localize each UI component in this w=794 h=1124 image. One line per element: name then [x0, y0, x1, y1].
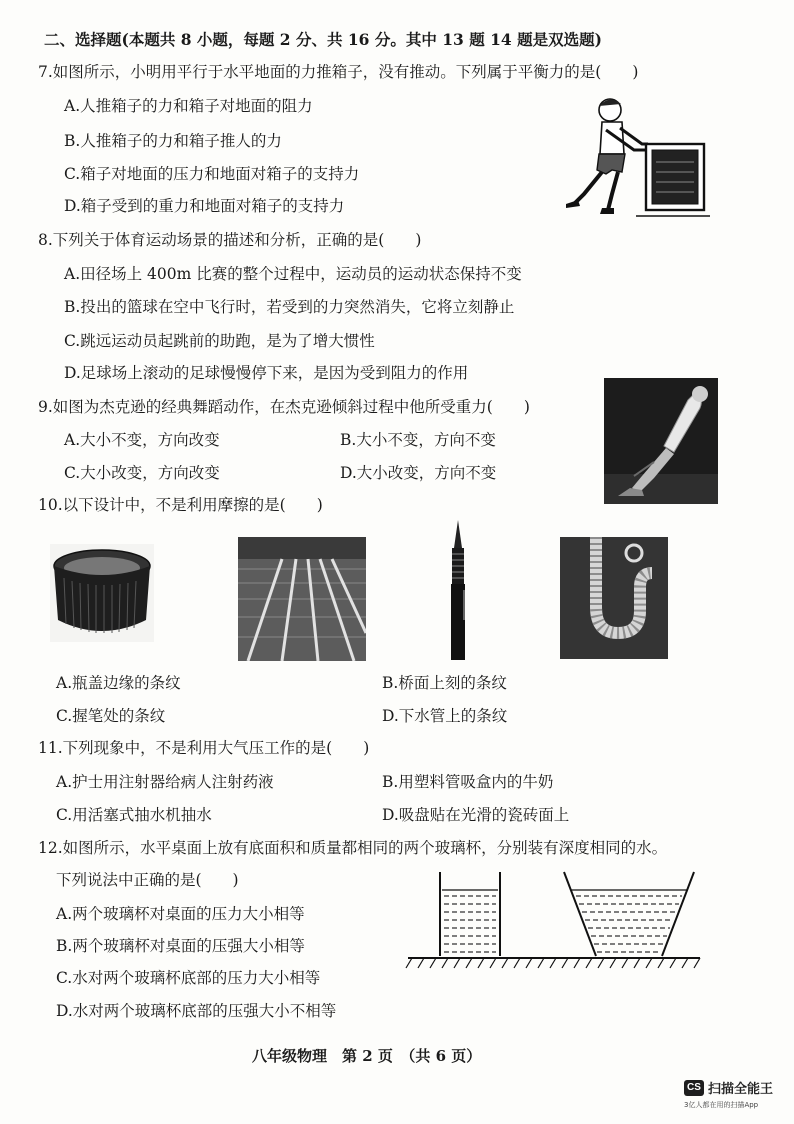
page-footer: 八年级物理 第 2 页 （共 6 页） [252, 1047, 482, 1065]
scanner-app-logo [684, 1078, 773, 1110]
question-10-option-a: A.瓶盖边缘的条纹 [56, 674, 181, 692]
question-9-option-b: B.大小不变，方向不变 [340, 431, 496, 449]
drain-pipe-photo [560, 537, 668, 659]
question-12-option-c: C.水对两个玻璃杯底部的压力大小相等 [56, 969, 321, 987]
question-8-option-c: C.跳远运动员起跳前的助跑，是为了增大惯性 [64, 332, 375, 350]
question-9-option-a: A.大小不变，方向改变 [64, 431, 220, 449]
question-7-option-c: C.箱子对地面的压力和地面对箱子的支持力 [64, 165, 360, 183]
question-8-stem: 8.下列关于体育运动场景的描述和分析，正确的是( ) [38, 231, 422, 249]
question-11-option-a: A.护士用注射器给病人注射药液 [56, 773, 274, 791]
question-11-option-d: D.吸盘贴在光滑的瓷砖面上 [382, 806, 570, 824]
question-7-option-a: A.人推箱子的力和箱子对地面的阻力 [64, 97, 313, 115]
question-10-option-b: B.桥面上刻的条纹 [382, 674, 507, 692]
bridge-surface-photo [238, 537, 366, 661]
question-9-option-d: D.大小改变，方向不变 [340, 464, 497, 482]
question-7-option-b: B.人推箱子的力和箱子推人的力 [64, 132, 282, 150]
question-9-option-c: C.大小改变，方向改变 [64, 464, 220, 482]
question-7-option-d: D.箱子受到的重力和地面对箱子的支持力 [64, 197, 345, 215]
section-heading: 二、选择题(本题共 8 小题，每题 2 分、共 16 分。其中 13 题 14 题是双选题) [44, 30, 602, 49]
pen-grip-photo [440, 520, 476, 660]
question-7-stem: 7.如图所示，小明用平行于水平地面的力推箱子，没有推动。下列属于平衡力的是( ) [38, 63, 639, 81]
question-12-option-b: B.两个玻璃杯对桌面的压强大小相等 [56, 937, 305, 955]
question-12-option-d: D.水对两个玻璃杯底部的压强大小不相等 [56, 1002, 337, 1020]
question-11-option-b: B.用塑料管吸盒内的牛奶 [382, 773, 554, 791]
question-12-stem: 12.如图所示，水平桌面上放有底面积和质量都相同的两个玻璃杯，分别装有深度相同的水。 [38, 839, 668, 857]
bottle-cap-photo [50, 544, 154, 642]
question-10-option-c: C.握笔处的条纹 [56, 707, 166, 725]
question-9-stem: 9.如图为杰克逊的经典舞蹈动作，在杰克逊倾斜过程中他所受重力( ) [38, 398, 530, 416]
question-8-option-a: A.田径场上 400m 比赛的整个过程中，运动员的运动状态保持不变 [64, 265, 522, 283]
question-8-option-b: B.投出的篮球在空中飞行时，若受到的力突然消失，它将立刻静止 [64, 298, 515, 316]
two-glass-cups-diagram [404, 864, 704, 974]
question-10-stem: 10.以下设计中，不是利用摩擦的是( ) [38, 496, 323, 514]
scanner-app-name: 扫描全能王 [708, 1082, 774, 1097]
question-12-option-a: A.两个玻璃杯对桌面的压力大小相等 [56, 905, 305, 923]
question-11-option-c: C.用活塞式抽水机抽水 [56, 806, 212, 824]
dancer-lean-photo [604, 378, 718, 504]
question-11-stem: 11.下列现象中，不是利用大气压工作的是( ) [38, 739, 370, 757]
scanner-app-tagline: 3亿人都在用的扫描App [684, 1101, 759, 1109]
cs-logo-icon: CS [684, 1080, 704, 1096]
boy-pushing-box-figure [550, 92, 720, 222]
question-8-option-d: D.足球场上滚动的足球慢慢停下来，是因为受到阻力的作用 [64, 364, 469, 382]
question-12-stem-continued: 下列说法中正确的是( ) [56, 871, 239, 889]
question-10-option-d: D.下水管上的条纹 [382, 707, 508, 725]
